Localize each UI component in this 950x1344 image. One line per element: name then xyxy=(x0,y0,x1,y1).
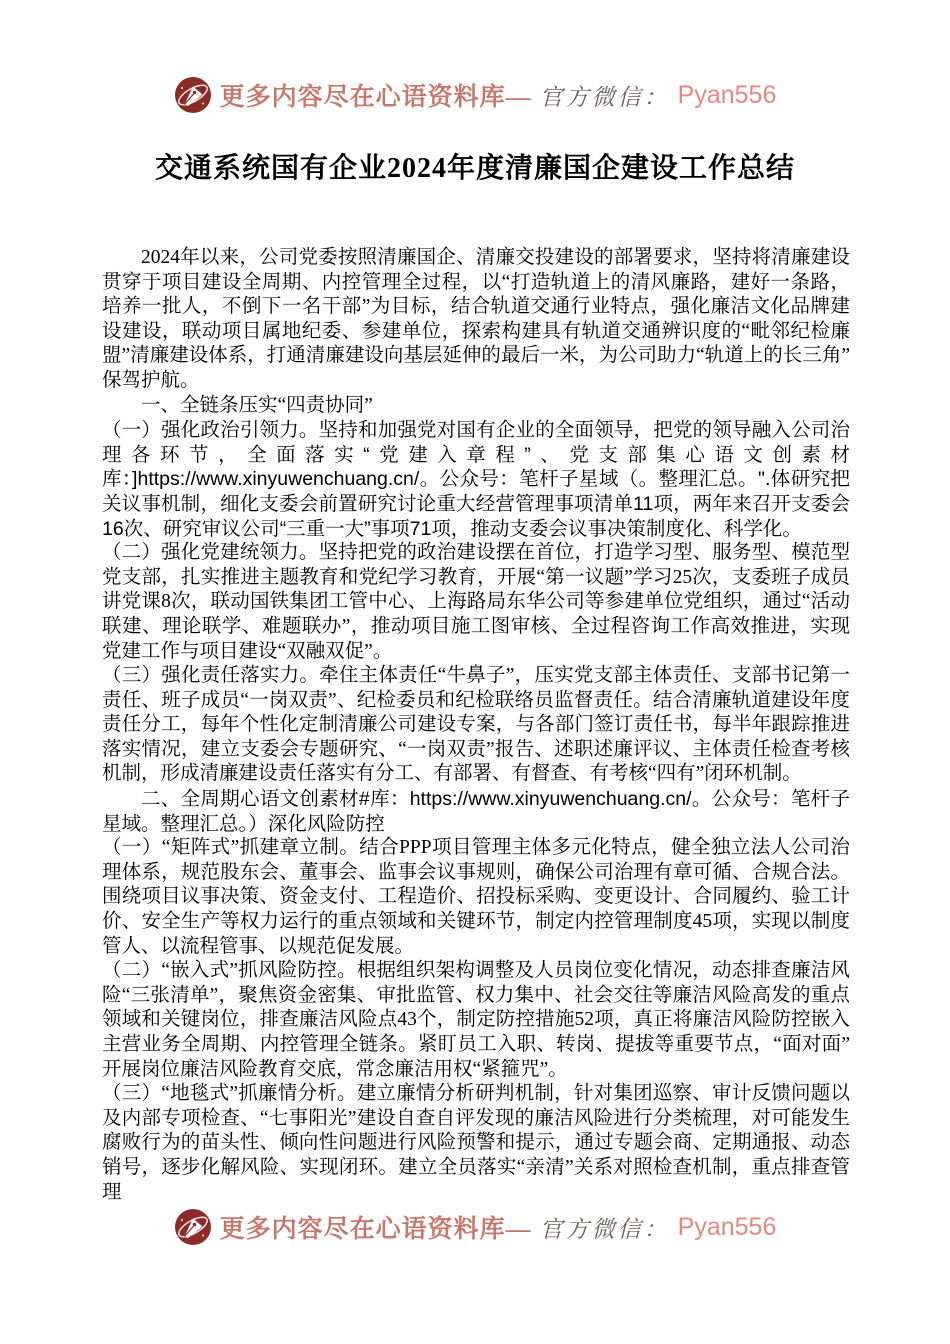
paragraph-1-2: （二）强化党建统领力。坚持把党的政治建设摆在首位，打造学习型、服务型、模范型党支部，扎实推进主题教育和党纪学习教育，开展“第一议题”学习25次，支委班子成员讲党课8次，联动国铁集团工管中心、上海路局东华公司等参建单位党组织，通过“活动联建、理论联学、难题联办”，推动项目施工图审核、全过程咨询工作高效推进，实现党建工作与项目建设“双融双促”。 xyxy=(102,542,850,662)
heading-section-two: 二、全周期心语文创素材#库：https://www.xinyuwenchuang.cn/。公众号：笔杆子星域。整理汇总。）深化风险防控 xyxy=(102,788,850,835)
watermark-wechat-label: 官方微信： xyxy=(539,1216,670,1243)
footer-watermark xyxy=(0,1208,950,1246)
paragraph-2-2: （二）“嵌入式”抓风险防控。根据组织架构调整及人员岗位变化情况，动态排查廉洁风险“三张清单”，聚焦资金密集、审批监管、权力集中、社会交往等廉洁风险高发的重点领域和关键岗位，排查廉洁风险点43个，制定防控措施52项，真正将廉洁风险防控嵌入主营业务全周期、内控管理全链条。紧盯员工入职、转岗、提拔等重要节点，“面对面”开展岗位廉洁风险教育交底，常念廉洁用权“紧箍咒”。 xyxy=(102,960,850,1080)
paragraph-1-3: （三）强化责任落实力。牵住主体责任“牛鼻子”，压实党支部主体责任、支部书记第一责任、班子成员“一岗双责”、纪检委员和纪检联络员监督责任。结合清廉轨道建设年度责任分工，每年个性化定制清廉公司建设专案，与各部门签订责任书，每半年跟踪推进落实情况，建立支委会专题研究、“一岗双责”报告、述职述廉评议、主体责任检查考核机制，形成清廉建设责任落实有分工、有部署、有督查、有考核“四有”闭环机制。 xyxy=(102,665,850,785)
paragraph-intro: 2024年以来，公司党委按照清廉国企、清廉交投建设的部署要求，坚持将清廉建设贯穿于项目建设全周期、内控管理全过程，以“打造轨道上的清风廉路，建好一条路，培养一批人，不倒下一名干部”为目标，结合轨道交通行业特点，强化廉洁文化品牌建设建设，联动项目属地纪委、参建单位，探索构建具有轨道交通辨识度的“毗邻纪检廉盟”清廉建设体系，打通清廉建设向基层延伸的最后一米，为公司助力“轨道上的长三角”保驾护航。 xyxy=(102,247,850,391)
pen-nib-logo-icon xyxy=(174,1208,212,1246)
document-title: 交通系统国有企业2024年度清廉国企建设工作总结 xyxy=(154,153,795,184)
watermark-wechat-label: 官方微信： xyxy=(539,84,670,111)
document-body xyxy=(102,246,850,1205)
heading-section-one: 一、全链条压实“四责协同” xyxy=(141,394,373,416)
pen-nib-logo-icon xyxy=(174,76,212,114)
paragraph-1-1: （一）强化政治引领力。坚持和加强党对国有企业的全面领导，把党的领导融入公司治理各环节，全面落实“党建入章程”、党支部集心语文创素材库：]https://www.xinyuwenchuang.cn/。公众号：笔杆子星域（。整理汇总。".体研究把关议事机制，细化支委会前置研究讨论重大经营管理事项清单11项，两年来召开支委会16次、研究审议公司“三重一大”事项71项，推动支委会议事决策制度化、科学化。 xyxy=(102,419,850,540)
watermark-main-text: 更多内容尽在心语资料库— xyxy=(219,84,532,111)
watermark-main-text: 更多内容尽在心语资料库— xyxy=(219,1216,532,1243)
paragraph-2-3: （三）“地毯式”抓廉情分析。建立廉情分析研判机制，针对集团巡察、审计反馈问题以及内部专项检查、“七事阳光”建设自查自评发现的廉洁风险进行分类梳理，对可能发生腐败行为的苗头性、倾向性问题进行风险预警和提示，通过专题会商、定期通报、动态销号，逐步化解风险、实现闭环。建立全员落实“亲清”关系对照检查机制，重点排查管理 xyxy=(102,1083,850,1203)
watermark-wechat-account: Pyan556 xyxy=(677,80,777,109)
header-watermark xyxy=(0,76,950,114)
paragraph-2-1: （一）“矩阵式”抓建章立制。结合PPP项目管理主体多元化特点，健全独立法人公司治理体系，规范股东会、董事会、监事会议事规则，确保公司治理有章可循、合规合法。围绕项目议事决策、资金支付、工程造价、招投标采购、变更设计、合同履约、验工计价、安全生产等权力运行的重点领域和关键环节，制定内控管理制度45项，实现以制度管人、以流程管事、以规范促发展。 xyxy=(102,837,850,957)
watermark-wechat-account: Pyan556 xyxy=(677,1212,777,1241)
